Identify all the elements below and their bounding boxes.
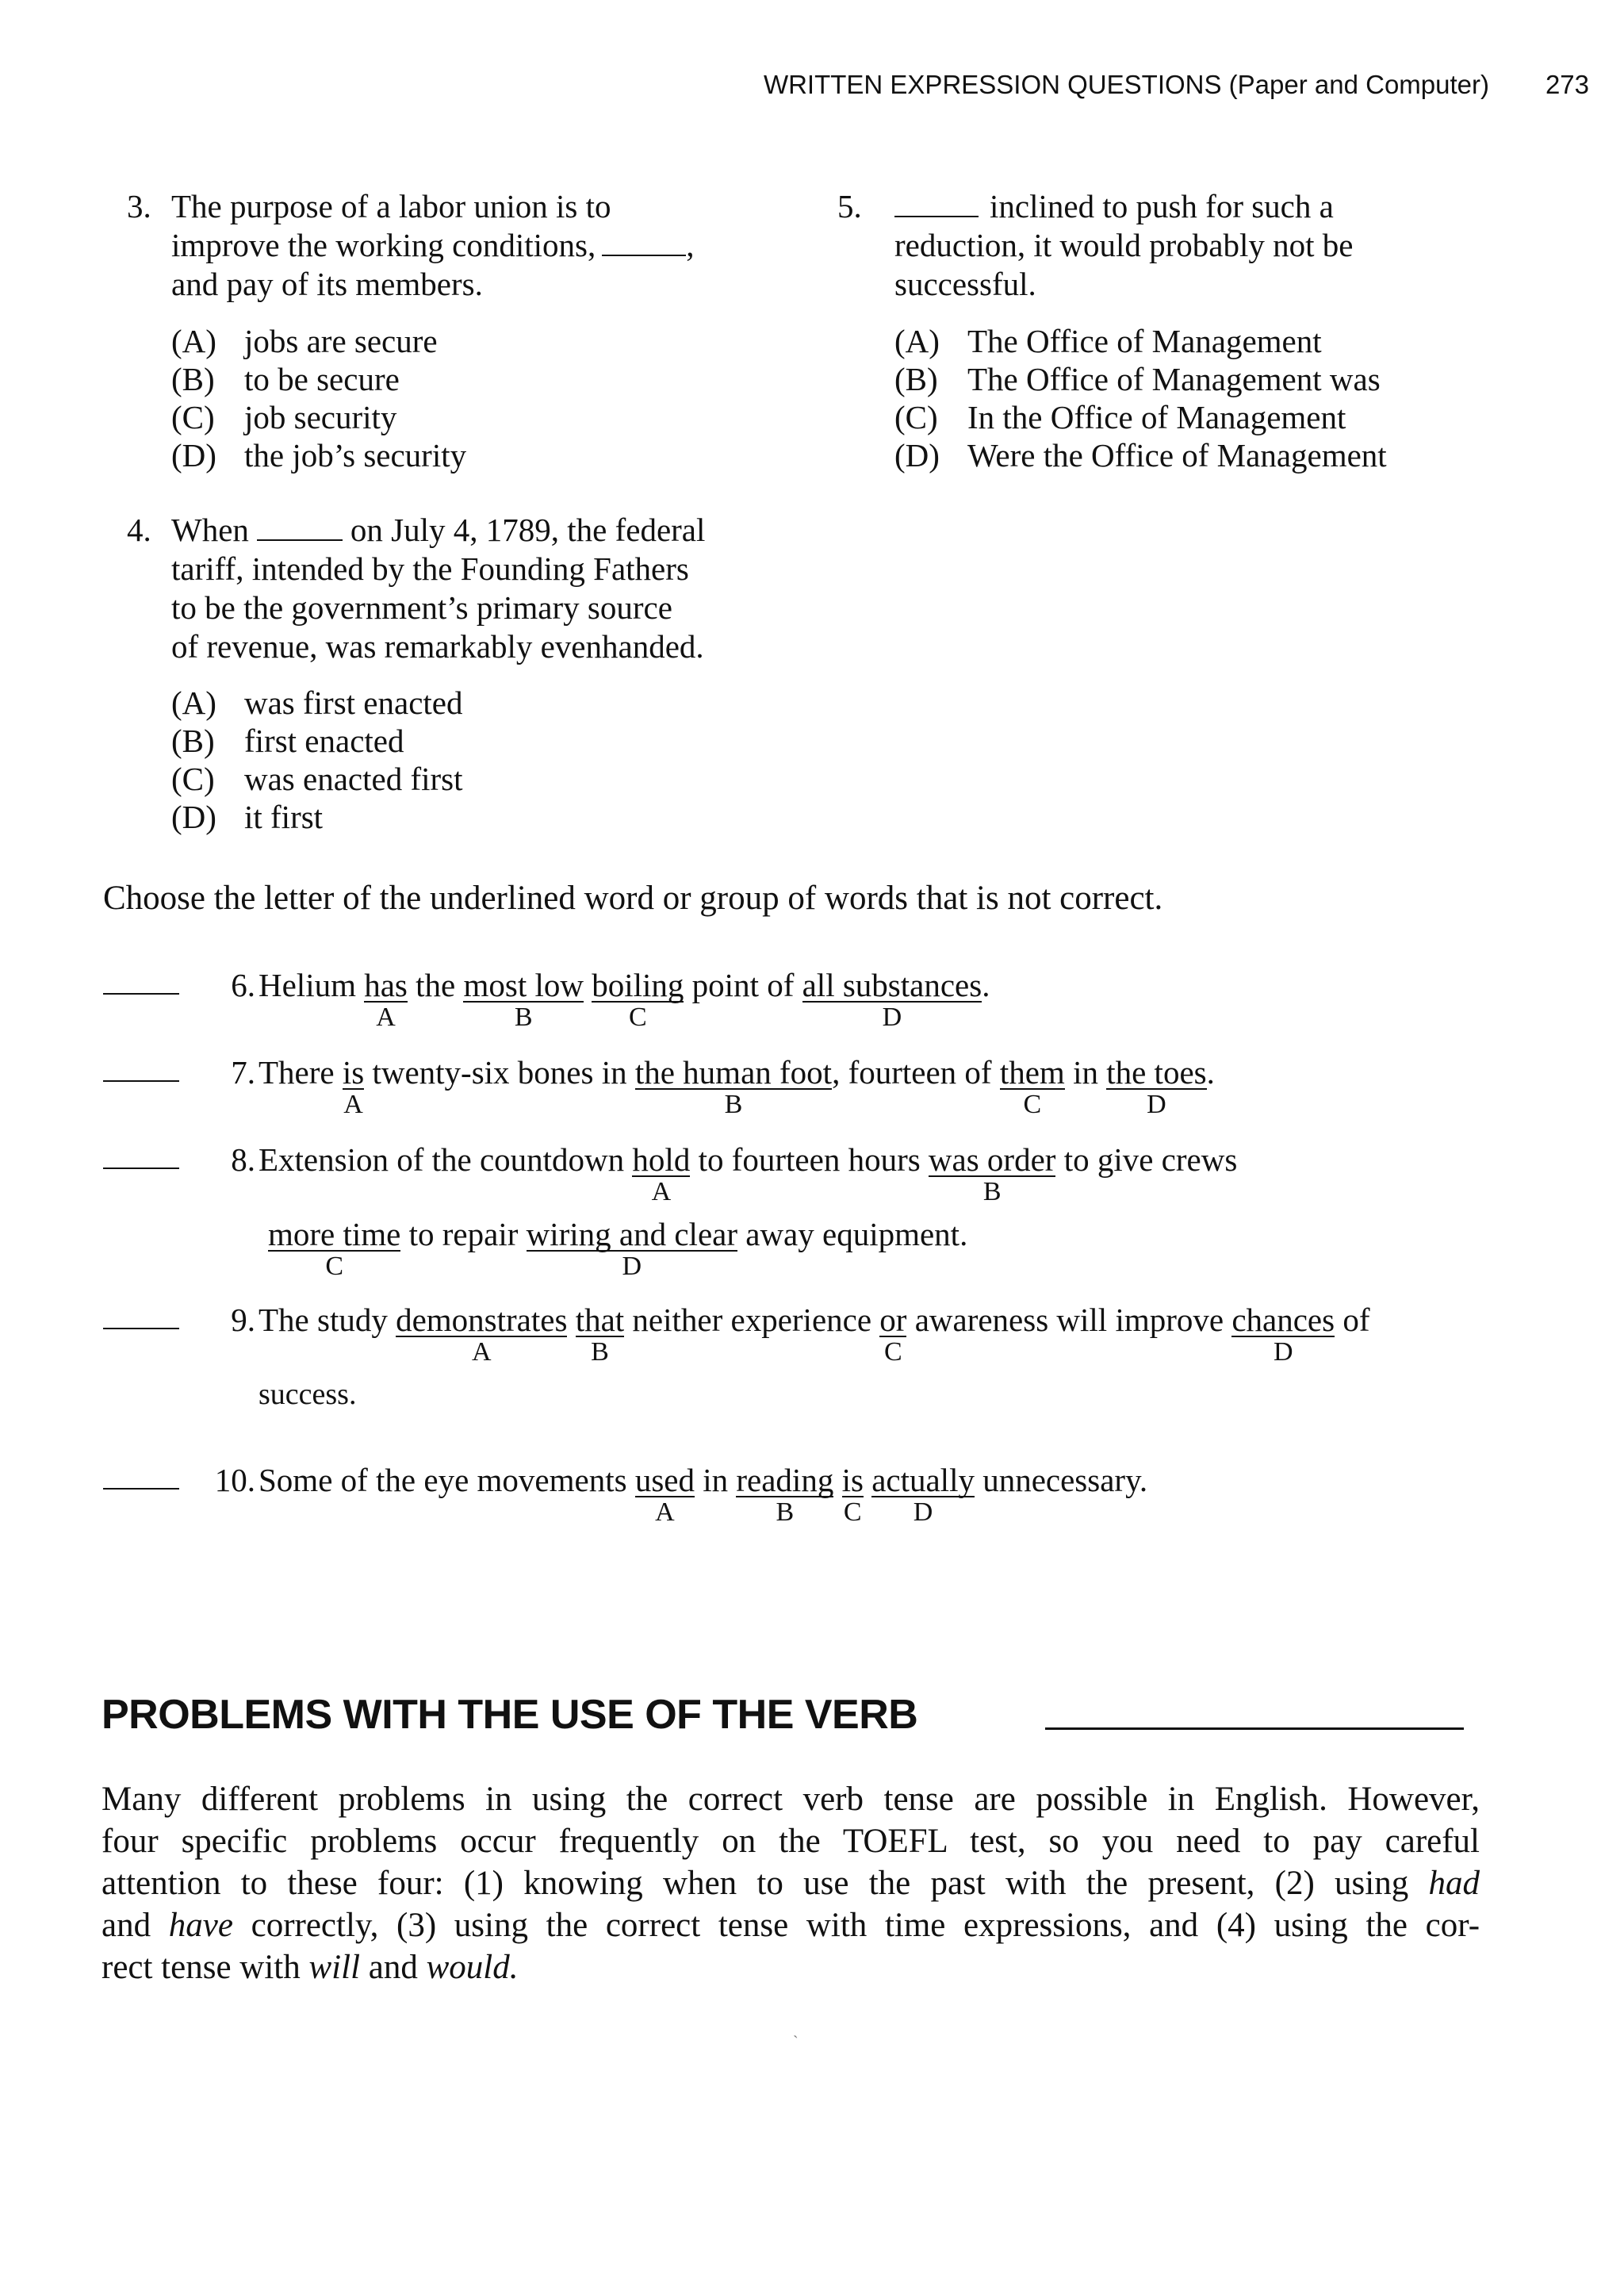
option-text: that (575, 1302, 625, 1338)
choice-text: was enacted first (244, 761, 463, 797)
underlined-option-a[interactable] (342, 1054, 365, 1119)
stem-text: on July 4, 1789, the federal (350, 512, 706, 548)
answer-line[interactable] (103, 1488, 179, 1490)
choice-letter: (A) (171, 323, 216, 359)
underlined-option-b[interactable] (463, 967, 584, 1032)
paragraph-italic-text: had (1428, 1865, 1480, 1902)
choice-text: it first (244, 799, 324, 835)
q5-choices (894, 322, 1387, 474)
option-label: D (1147, 1090, 1166, 1119)
answer-line[interactable] (103, 993, 179, 995)
option-text: the toes (1106, 1054, 1207, 1091)
stem-line: of revenue, was remarkably evenhanded. (171, 628, 704, 665)
underlined-option-b[interactable] (928, 1141, 1056, 1206)
stem-line: and pay of its members. (171, 266, 483, 302)
sentence-text: to fourteen hours (690, 1141, 929, 1178)
option-text: hold (632, 1141, 691, 1178)
stem-line: The purpose of a labor union is to (171, 188, 611, 224)
sentence-text (567, 1302, 575, 1338)
sentence-text (584, 967, 592, 1003)
option-text: is (841, 1462, 864, 1498)
option-label: A (471, 1337, 492, 1367)
option-text: reading (736, 1462, 834, 1498)
paragraph-line (102, 1904, 1480, 1946)
underlined-option-d[interactable] (871, 1462, 975, 1527)
choice-letter: (B) (171, 723, 215, 759)
paragraph-line: Many different problems in using the correct verb tense are possible in English. However, (102, 1781, 1480, 1818)
stem-line: to be the government’s primary source (171, 589, 672, 626)
underlined-option-c[interactable] (592, 967, 684, 1032)
option-text: or (879, 1302, 907, 1338)
sentence-text: twenty-six bones in (364, 1054, 635, 1091)
choice-c[interactable] (171, 398, 466, 436)
paragraph-italic-text: would. (426, 1949, 519, 1986)
option-text: chances (1231, 1302, 1335, 1338)
sentence-text (833, 1462, 841, 1498)
option-label: A (655, 1497, 675, 1527)
option-label: A (651, 1177, 672, 1206)
sentence-text: Some of the eye movements (259, 1462, 635, 1498)
answer-line[interactable] (103, 1080, 179, 1082)
option-label: B (724, 1090, 743, 1119)
stem-line (894, 187, 1353, 226)
sentence-text: . (982, 967, 990, 1003)
paragraph-text: rect tense with (102, 1949, 301, 1986)
sentence-text: the (407, 967, 464, 1003)
question-number: 4. (127, 512, 151, 548)
question-number: 3. (127, 188, 151, 224)
option-label: D (622, 1252, 642, 1281)
option-label: B (591, 1337, 609, 1367)
paragraph-text: correctly, (3) using the correct tense with time expressions, and (4) using the cor- (251, 1907, 1480, 1944)
stem-text: inclined to push for such a (990, 188, 1334, 224)
choice-letter: (C) (894, 399, 938, 435)
choice-letter: (C) (171, 399, 215, 435)
choice-d[interactable] (171, 798, 463, 836)
option-text: actually (871, 1462, 975, 1498)
choice-text: first enacted (244, 723, 404, 759)
question-stem (171, 187, 694, 304)
paragraph-text: and (102, 1907, 151, 1944)
underlined-option-d[interactable] (1231, 1302, 1335, 1367)
question-stem (894, 187, 1353, 304)
stem-line (171, 226, 694, 265)
choice-text: Were the Office of Management (967, 437, 1387, 474)
instructions: Choose the letter of the underlined word or group of words that is not correct. (103, 880, 1163, 917)
running-header-title: WRITTEN EXPRESSION QUESTIONS (Paper and Computer) (763, 70, 1489, 99)
choice-letter: (D) (171, 437, 216, 474)
sentence-text: of (1335, 1302, 1370, 1338)
question-sentence (259, 1301, 1370, 1367)
underlined-option-b[interactable] (736, 1462, 834, 1527)
sentence-text: awareness will improve (906, 1302, 1232, 1338)
question-number: 8. (231, 1141, 255, 1178)
question-sentence-line-2: success. (259, 1378, 357, 1411)
option-text: used (634, 1462, 695, 1498)
choice-letter: (B) (171, 361, 215, 397)
sentence-text (864, 1462, 871, 1498)
question-number: 7. (231, 1054, 255, 1091)
question-sentence (259, 1053, 1215, 1119)
option-label: C (628, 1003, 647, 1032)
underlined-option-a[interactable] (396, 1302, 568, 1367)
option-text: is (342, 1054, 365, 1091)
option-label: C (884, 1337, 902, 1367)
underlined-option-d[interactable] (526, 1216, 737, 1281)
question-number: 9. (231, 1302, 255, 1338)
option-label: A (343, 1090, 363, 1119)
option-text: the human foot (634, 1054, 833, 1091)
sentence-text: Helium (259, 967, 365, 1003)
option-label: A (376, 1003, 396, 1032)
paragraph-italic-text: will (308, 1949, 361, 1986)
question-sentence (259, 966, 990, 1032)
sentence-text: point of (684, 967, 802, 1003)
option-text: all substances (802, 967, 982, 1003)
option-label: C (843, 1497, 862, 1527)
sentence-text: , fourteen of (832, 1054, 1000, 1091)
option-label: C (325, 1252, 344, 1281)
stray-mark: ˏ (793, 2021, 799, 2038)
sentence-text: in (694, 1462, 737, 1498)
answer-line[interactable] (103, 1328, 179, 1329)
underlined-option-d[interactable] (1106, 1054, 1207, 1119)
q3-choices (171, 322, 466, 474)
choice-letter: (A) (894, 323, 940, 359)
choice-text: The Office of Management was (967, 361, 1381, 397)
page-number: 273 (1545, 70, 1589, 99)
underlined-option-c[interactable] (999, 1054, 1065, 1119)
question-sentence (259, 1461, 1148, 1527)
answer-line[interactable] (103, 1168, 179, 1169)
option-text: most low (463, 967, 584, 1003)
underlined-option-a[interactable] (632, 1141, 691, 1206)
choice-b[interactable] (171, 722, 463, 760)
question-number: 5. (837, 188, 862, 224)
choice-text: The Office of Management (967, 323, 1322, 359)
sentence-text: away equipment. (737, 1216, 968, 1252)
choice-letter: (D) (171, 799, 216, 835)
option-text: has (364, 967, 408, 1003)
sentence-text: There (259, 1054, 343, 1091)
sentence-text: The study (259, 1302, 396, 1338)
sentence-text: in (1064, 1054, 1107, 1091)
paragraph-line (102, 1946, 1480, 1988)
stem-text: When (171, 512, 249, 548)
paragraph-line: four specific problems occur frequently on the TOEFL test, so you need to pay careful (102, 1823, 1480, 1860)
choice-text: In the Office of Management (967, 399, 1346, 435)
underlined-option-c[interactable] (841, 1462, 864, 1527)
choice-text: to be secure (244, 361, 400, 397)
stem-line (171, 511, 705, 550)
choice-text: the job’s security (244, 437, 467, 474)
choice-text: job security (244, 399, 397, 435)
choice-letter: (D) (894, 437, 940, 474)
intro-paragraph (102, 1778, 1480, 1988)
question-stem (171, 511, 705, 666)
sentence-text: to give crews (1055, 1141, 1238, 1178)
choice-letter: (B) (894, 361, 938, 397)
question-number: 6. (231, 967, 255, 1003)
underlined-option-b[interactable] (634, 1054, 833, 1119)
stem-text: , (686, 227, 695, 263)
sentence-text: . (1206, 1054, 1215, 1091)
choice-d[interactable] (894, 436, 1387, 474)
choice-a[interactable] (171, 684, 463, 722)
option-text: more time (268, 1216, 401, 1252)
underlined-option-c[interactable] (268, 1216, 401, 1281)
stem-text: improve the working conditions, (171, 227, 596, 263)
option-text: was order (928, 1141, 1056, 1178)
sentence-text: to repair (400, 1216, 527, 1252)
choice-text: was first enacted (244, 684, 463, 721)
choice-letter: (A) (171, 684, 216, 721)
paragraph-text: and (368, 1949, 418, 1986)
choice-d[interactable] (171, 436, 466, 474)
option-label: B (982, 1177, 1002, 1206)
underlined-option-a[interactable] (364, 967, 408, 1032)
option-label: B (514, 1003, 533, 1032)
paragraph-text: attention to these four: (1) knowing when to use the past with the present, (2) using (102, 1865, 1409, 1902)
paragraph-line (102, 1862, 1480, 1904)
underlined-option-b[interactable] (575, 1302, 625, 1367)
answer-blank (257, 516, 343, 541)
choice-a[interactable] (894, 322, 1387, 360)
sentence-text: neither experience (624, 1302, 880, 1338)
choice-text: jobs are secure (244, 323, 438, 359)
stem-line: successful. (894, 266, 1036, 302)
option-label: D (913, 1497, 933, 1527)
paragraph-italic-text: have (168, 1907, 233, 1944)
choice-c[interactable] (171, 760, 463, 798)
option-text: boiling (592, 967, 684, 1003)
question-sentence-line-2 (268, 1215, 968, 1281)
option-text: them (999, 1054, 1065, 1091)
choice-a[interactable] (171, 322, 466, 360)
sentence-text: unnecessary. (974, 1462, 1148, 1498)
choice-c[interactable] (894, 398, 1387, 436)
underlined-option-d[interactable] (802, 967, 982, 1032)
q4-choices (171, 684, 463, 836)
answer-blank (894, 192, 979, 217)
option-text: wiring and clear (526, 1216, 737, 1252)
option-text: demonstrates (396, 1302, 568, 1338)
stem-line: reduction, it would probably not be (894, 227, 1354, 263)
option-label: B (776, 1497, 795, 1527)
option-label: C (1023, 1090, 1042, 1119)
choice-letter: (C) (171, 761, 215, 797)
option-label: D (1273, 1337, 1293, 1367)
question-number: 10. (214, 1462, 255, 1498)
underlined-option-a[interactable] (634, 1462, 695, 1527)
question-sentence (259, 1141, 1238, 1206)
stem-line: tariff, intended by the Founding Fathers (171, 550, 689, 587)
choice-b[interactable] (894, 360, 1387, 398)
underlined-option-c[interactable] (879, 1302, 907, 1367)
option-label: D (882, 1003, 902, 1032)
choice-b[interactable] (171, 360, 466, 398)
sentence-text: Extension of the countdown (259, 1141, 633, 1178)
answer-blank (602, 231, 686, 256)
section-title-rule (1045, 1727, 1464, 1730)
section-title: PROBLEMS WITH THE USE OF THE VERB (102, 1692, 918, 1738)
